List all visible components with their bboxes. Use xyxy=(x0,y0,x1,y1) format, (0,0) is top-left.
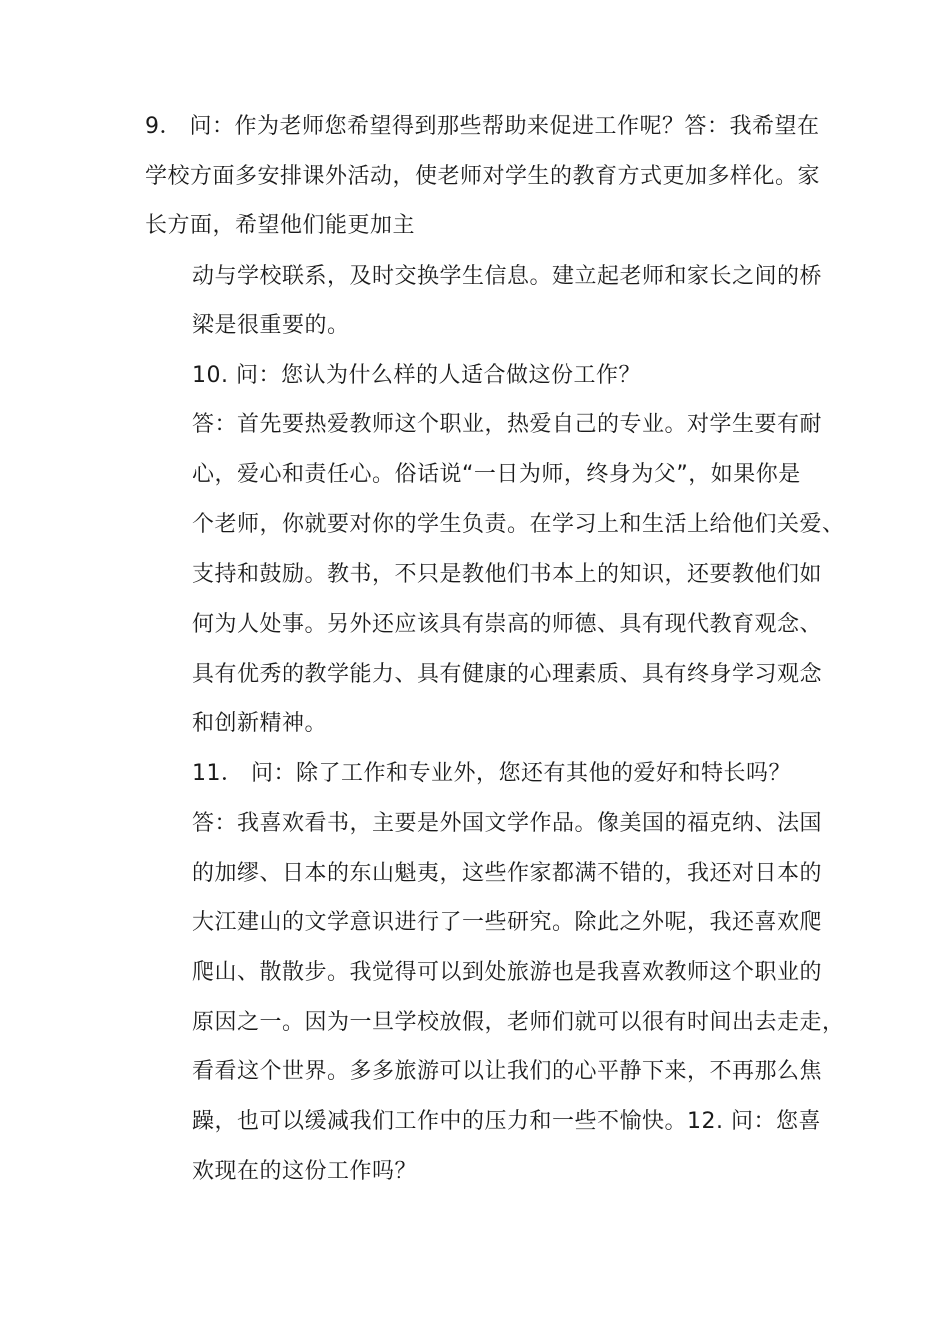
answer-11-line-5: 原因之一。因为一旦学校放假，老师们就可以很有时间出去走走， xyxy=(192,1010,845,1035)
answer-10-line-5: 何为人处事。另外还应该具有崇高的师德、具有现代教育观念、 xyxy=(192,612,823,637)
question-12-line: 欢现在的这份工作吗？ xyxy=(192,1159,418,1184)
question-9-line-5: 梁是很重要的。 xyxy=(192,313,350,338)
question-9-line-4: 动与学校联系，及时交换学生信息。建立起老师和家长之间的桥 xyxy=(192,264,823,289)
answer-11-line-3: 大江建山的文学意识进行了一些研究。除此之外呢，我还喜欢爬 xyxy=(192,910,823,935)
answer-10-line-1: 答：首先要热爱教师这个职业，热爱自己的专业。对学生要有耐 xyxy=(192,412,823,437)
answer-10-line-3: 个老师，你就要对你的学生负责。在学习上和生活上给他们关爱、 xyxy=(192,512,845,537)
question-9-line-3: 长方面，希望他们能更加主 xyxy=(145,213,416,238)
question-9-line-2: 学校方面多安排课外活动，使老师对学生的教育方式更加多样化。家 xyxy=(145,164,821,189)
answer-11-line-7: 躁，也可以缓减我们工作中的压力和一些不愉快。12. 问：您喜 xyxy=(192,1109,821,1134)
answer-10-line-6: 具有优秀的教学能力、具有健康的心理素质、具有终身学习观念 xyxy=(192,662,823,687)
answer-10-line-4: 支持和鼓励。教书，不只是教他们书本上的知识，还要教他们如 xyxy=(192,562,823,587)
question-10-heading: 10. 问：您认为什么样的人适合做这份工作？ xyxy=(192,363,641,388)
question-11-heading: 11． 问：除了工作和专业外，您还有其他的爱好和特长吗？ xyxy=(192,761,791,786)
answer-10-line-2: 心，爱心和责任心。俗话说“一日为师，终身为父”，如果你是 xyxy=(192,462,801,487)
question-9-line-1: 9． 问：作为老师您希望得到那些帮助来促进工作呢？答：我希望在 xyxy=(145,114,820,139)
answer-10-line-7: 和创新精神。 xyxy=(192,711,328,736)
answer-11-line-4: 爬山、散散步。我觉得可以到处旅游也是我喜欢教师这个职业的 xyxy=(192,960,823,985)
answer-11-line-2: 的加缪、日本的东山魁夷，这些作家都满不错的，我还对日本的 xyxy=(192,861,823,886)
answer-11-line-1: 答：我喜欢看书，主要是外国文学作品。像美国的福克纳、法国 xyxy=(192,811,823,836)
answer-11-line-6: 看看这个世界。多多旅游可以让我们的心平静下来，不再那么焦 xyxy=(192,1059,823,1084)
